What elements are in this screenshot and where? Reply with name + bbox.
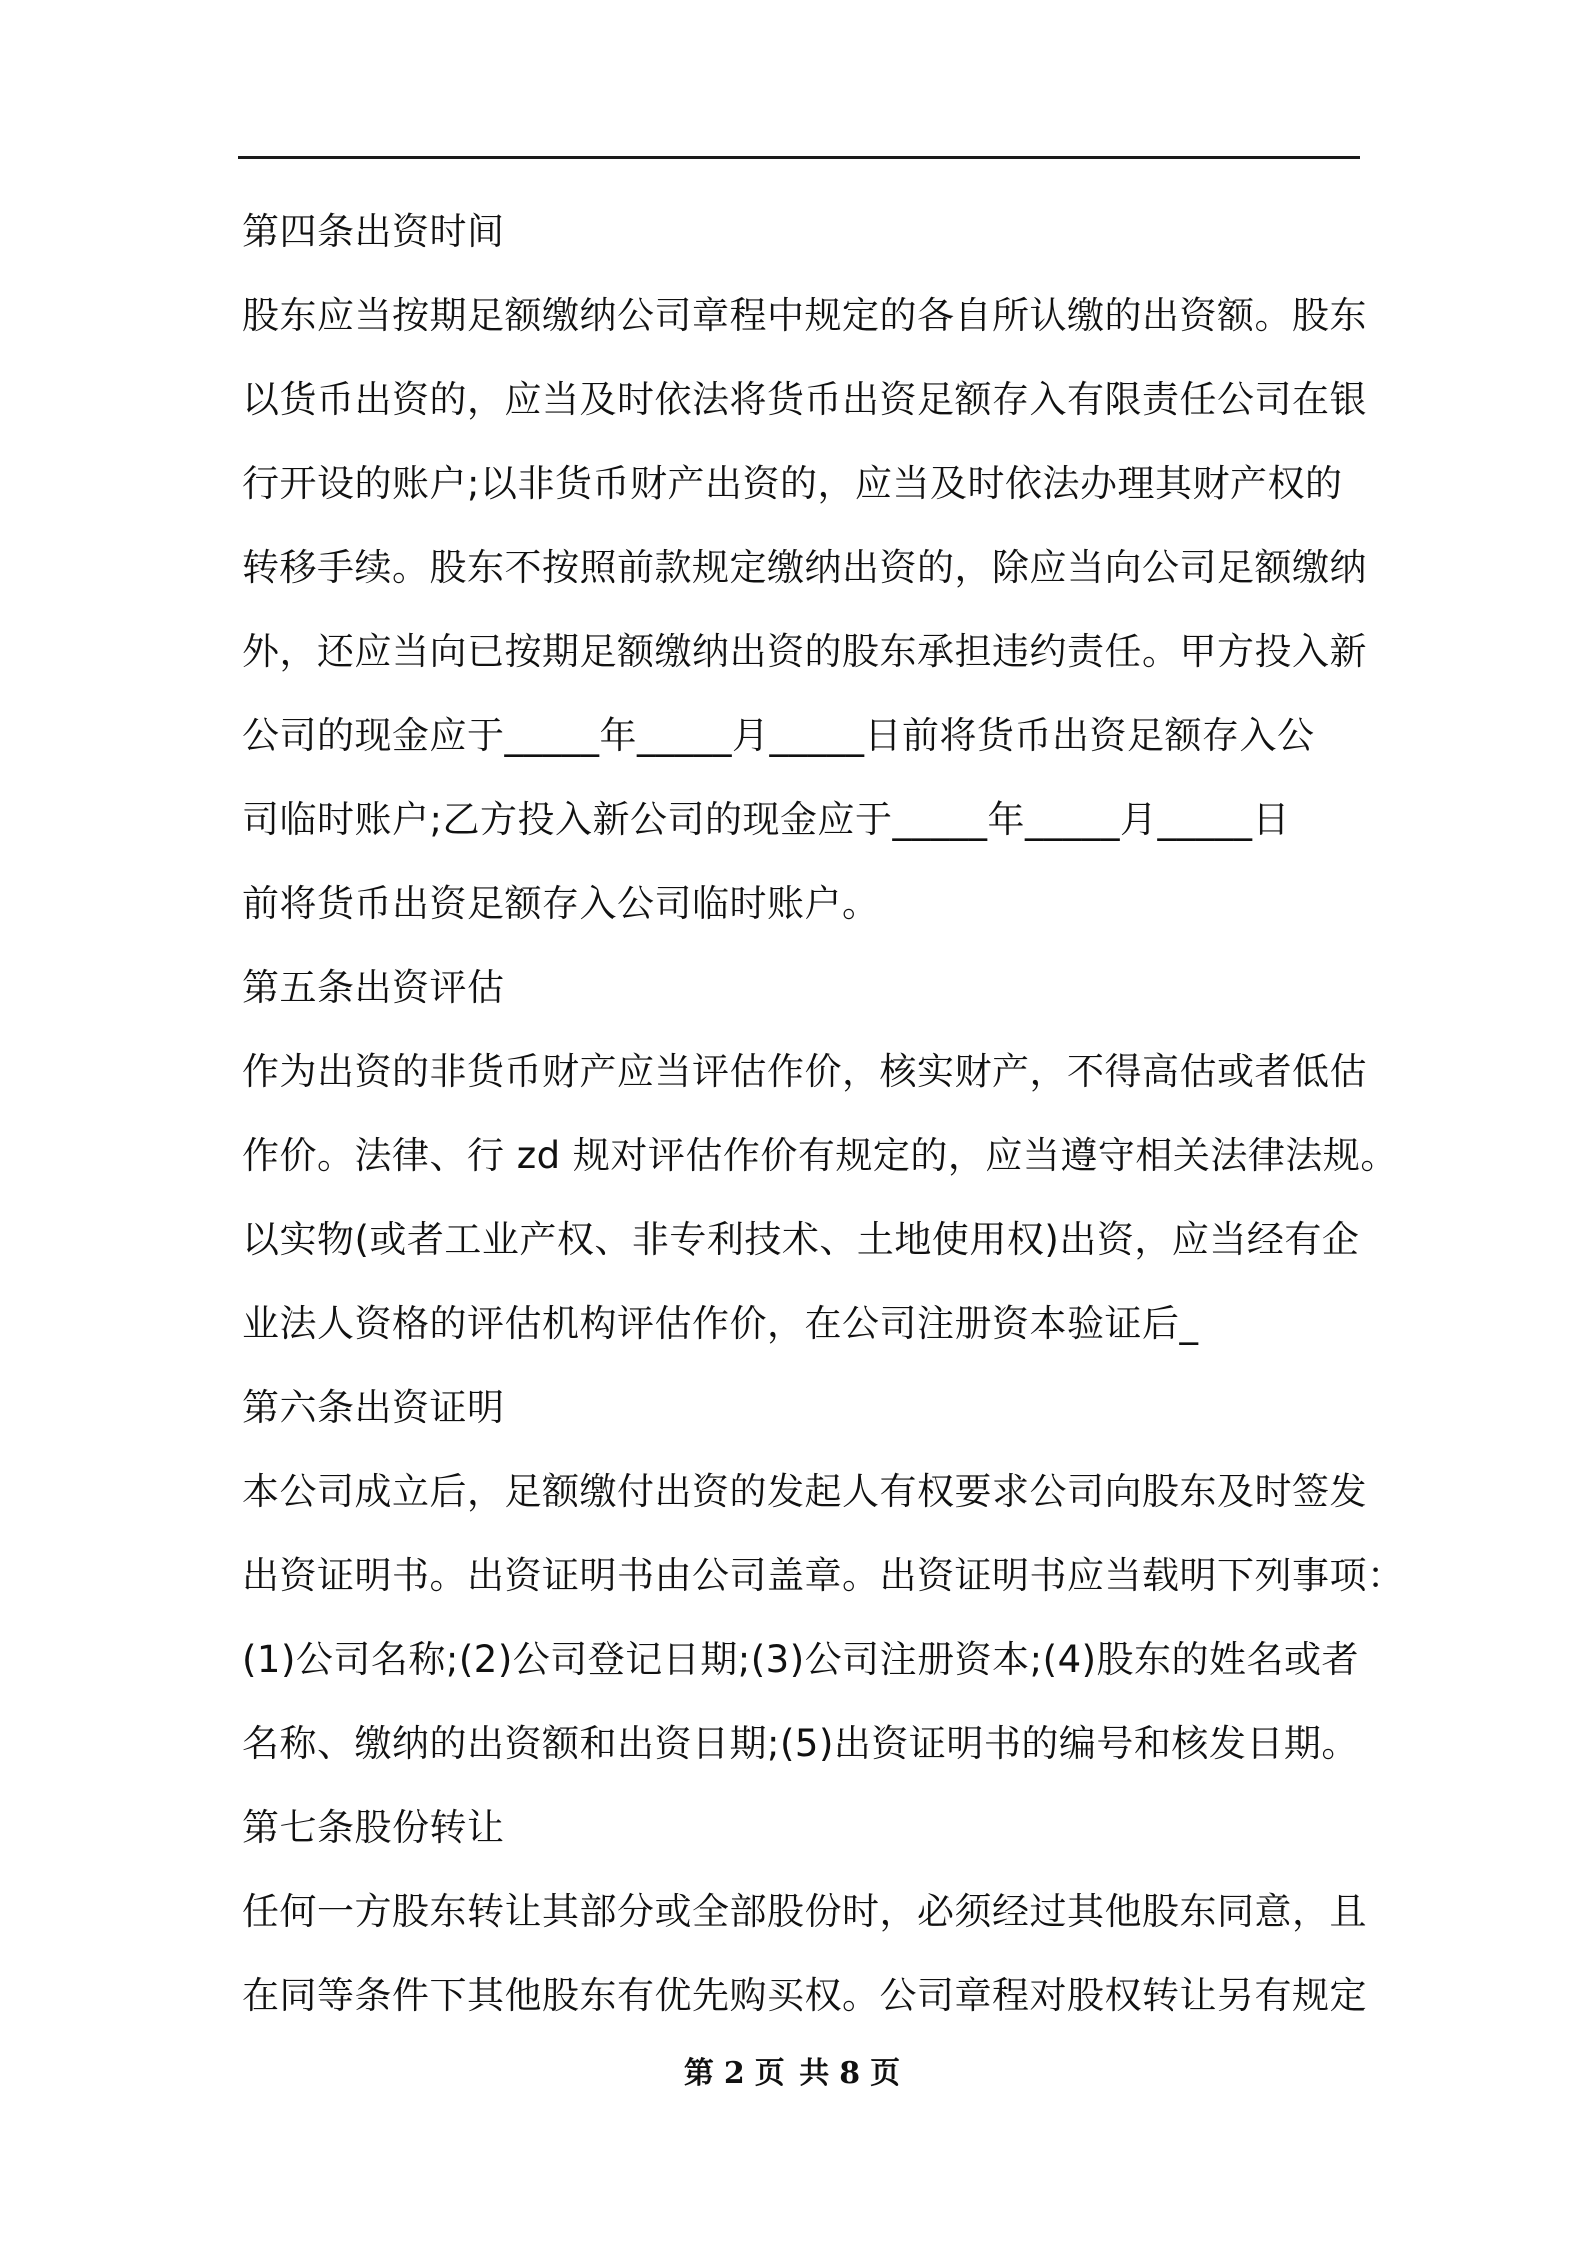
- paragraph-line: 行开设的账户;以非货币财产出资的，应当及时依法办理其财产权的: [242, 462, 1343, 505]
- section-heading-4: 第四条出资时间: [242, 210, 505, 253]
- paragraph-line: 股东应当按期足额缴纳公司章程中规定的各自所认缴的出资额。股东: [242, 294, 1367, 337]
- paragraph-line: 以货币出资的，应当及时依法将货币出资足额存入有限责任公司在银: [242, 378, 1367, 421]
- paragraph-line: 以实物(或者工业产权、非专利技术、土地使用权)出资，应当经有企: [242, 1218, 1360, 1261]
- paragraph-line: 司临时账户;乙方投入新公司的现金应于_____年_____月_____日: [242, 798, 1290, 841]
- paragraph-line: 本公司成立后，足额缴付出资的发起人有权要求公司向股东及时签发: [242, 1470, 1367, 1513]
- paragraph-line: 名称、缴纳的出资额和出资日期;(5)出资证明书的编号和核发日期。: [242, 1722, 1359, 1765]
- footer-middle: 页 共: [754, 2056, 832, 2091]
- section-heading-6: 第六条出资证明: [242, 1386, 505, 1429]
- paragraph-line: 转移手续。股东不按照前款规定缴纳出资的，除应当向公司足额缴纳: [242, 546, 1367, 589]
- paragraph-line: 在同等条件下其他股东有优先购买权。公司章程对股权转让另有规定: [242, 1974, 1367, 2017]
- paragraph-line: 公司的现金应于_____年_____月_____日前将货币出资足额存入公: [242, 714, 1315, 757]
- header-divider: [238, 156, 1360, 159]
- section-heading-5: 第五条出资评估: [242, 966, 505, 1009]
- paragraph-line: 出资证明书。出资证明书由公司盖章。出资证明书应当载明下列事项：: [242, 1554, 1405, 1597]
- section-heading-7: 第七条股份转让: [242, 1806, 505, 1849]
- current-page-number: 2: [723, 2056, 747, 2091]
- paragraph-line: (1)公司名称;(2)公司登记日期;(3)公司注册资本;(4)股东的姓名或者: [242, 1638, 1360, 1681]
- footer-suffix: 页: [870, 2056, 903, 2091]
- paragraph-line: 前将货币出资足额存入公司临时账户。: [242, 882, 880, 925]
- paragraph-line: 外，还应当向已按期足额缴纳出资的股东承担违约责任。甲方投入新: [242, 630, 1367, 673]
- document-body: [242, 190, 1405, 2038]
- paragraph-line: 作价。法律、行 zd 规对评估作价有规定的，应当遵守相关法律法规。: [242, 1134, 1398, 1177]
- total-pages-number: 8: [839, 2056, 863, 2091]
- paragraph-line: 任何一方股东转让其部分或全部股份时，必须经过其他股东同意，且: [242, 1890, 1367, 1933]
- paragraph-line: 作为出资的非货币财产应当评估作价，核实财产，不得高估或者低估: [242, 1050, 1367, 1093]
- paragraph-line: 业法人资格的评估机构评估作价，在公司注册资本验证后_: [242, 1302, 1199, 1345]
- page-number-footer: [0, 2048, 1586, 2092]
- footer-prefix: 第: [683, 2056, 716, 2091]
